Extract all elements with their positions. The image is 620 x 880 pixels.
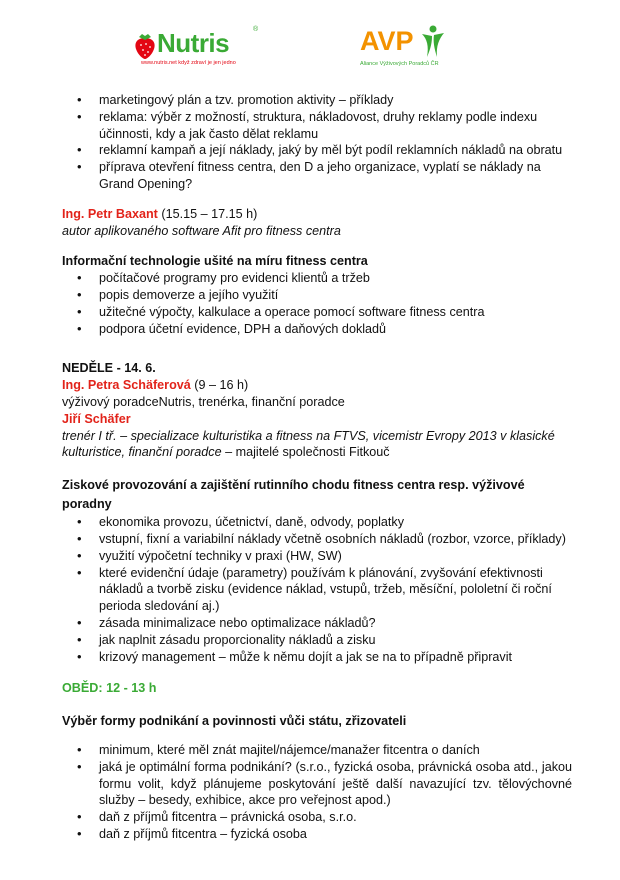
list-item: • krizový management – může k němu dojít a jak se na to případně připravit	[99, 649, 572, 666]
speaker-line	[62, 206, 572, 223]
lunch-break: OBĚD: 12 - 13 h	[62, 681, 157, 696]
list-item: • užitečné výpočty, kalkulace a operace pomocí software fitness centra	[99, 304, 572, 321]
speaker-name: Jiří Schäfer	[62, 411, 131, 426]
speaker-description: autor aplikovaného software Afit pro fitness centra	[62, 223, 341, 238]
main-content	[62, 92, 572, 843]
speaker-time: (9 – 16 h)	[190, 378, 249, 393]
speaker-bio: trenér I tř. – specializace kulturistika a fitness na FTVS, vicemistr Evropy 2013 v klasické kulturistice, finanční poradce	[62, 428, 555, 460]
it-list	[62, 270, 572, 337]
list-item: • jak naplnit zásadu proporcionality nákladů a zisku	[99, 632, 572, 649]
avp-logo	[360, 24, 490, 74]
list-item: • jaká je optimální forma podnikání? (s.r.o., fyzická osoba, právnická osoba atd., jakou formu volit, když plánujeme poskytování ještě další navazující tzv. tělovýchovné služby – besedy, exhibice, akce pro veřejnost apod.)	[99, 759, 572, 809]
section-title: Výběr formy podnikání a povinnosti vůči státu, zřizovateli	[62, 714, 407, 729]
speaker-name: Ing. Petr Baxant	[62, 206, 158, 221]
nutris-wordmark: Nutris	[157, 28, 230, 58]
list-item: • daň z příjmů fitcentra – fyzická osoba	[99, 826, 572, 843]
section-title: Ziskové provozování a zajištění rutinního chodu fitness centra resp. výživové poradny	[62, 478, 525, 512]
speaker-description: výživový poradceNutris, trenérka, finanční poradce	[62, 394, 345, 409]
avp-subtitle: Aliance Výživových Poradců ČR	[360, 61, 439, 67]
list-item: • marketingový plán a tzv. promotion aktivity – příklady	[99, 92, 572, 109]
speaker-company: – majitelé společnosti Fitkouč	[221, 445, 390, 460]
speaker-name: Ing. Petra Schäferová	[62, 378, 191, 393]
marketing-list	[62, 92, 572, 193]
economics-list	[62, 514, 572, 665]
day-heading: NEDĚLE - 14. 6.	[62, 361, 156, 376]
list-item: • podpora účetní evidence, DPH a daňových dokladů	[99, 321, 572, 338]
speaker-time: (15.15 – 17.15 h)	[157, 206, 258, 221]
list-item: • příprava otevření fitness centra, den D a jeho organizace, vyplatí se náklady na Grand Opening?	[99, 159, 572, 193]
list-item: • daň z příjmů fitcentra – právnická osoba, s.r.o.	[99, 809, 572, 826]
list-item: • které evidenční údaje (parametry) používám k plánování, zvyšování efektivnosti nákladů a tvorbě zisku (evidence náklad, vstupů, tržeb, měsíční, pololetní či roční perioda sledování aj.)	[99, 565, 572, 615]
list-item: • počítačové programy pro evidenci klientů a tržeb	[99, 270, 572, 287]
strawberry-icon	[133, 32, 157, 60]
list-item: • využití výpočetní techniky v praxi (HW, SW)	[99, 548, 572, 565]
nutris-tagline: www.nutris.net když zdraví je jen jedno	[141, 60, 236, 66]
registered-mark: ®	[253, 26, 259, 33]
nutris-logo	[133, 24, 273, 74]
avp-wordmark: AVP	[360, 26, 414, 56]
tax-list	[62, 742, 572, 843]
speaker-description	[62, 428, 572, 462]
list-item: • vstupní, fixní a variabilní náklady včetně osobních nákladů (rozbor, vzorce, příklady)	[99, 531, 572, 548]
list-item: • minimum, které měl znát majitel/nájemce/manažer fitcentra o daních	[99, 742, 572, 759]
list-item: • ekonomika provozu, účetnictví, daně, odvody, poplatky	[99, 514, 572, 531]
person-figure-icon	[418, 24, 446, 58]
list-item: • reklamní kampaň a její náklady, jaký by měl být podíl reklamních nákladů na obratu	[99, 142, 572, 159]
list-item: • reklama: výběr z možností, struktura, nákladovost, druhy reklamy podle indexu účinnosti, kdy a jak často dělat reklamu	[99, 109, 572, 143]
speaker-line	[62, 377, 572, 394]
section-title: Informační technologie ušité na míru fitness centra	[62, 254, 368, 269]
list-item: • popis demoverze a jejího využití	[99, 287, 572, 304]
list-item: • zásada minimalizace nebo optimalizace nákladů?	[99, 615, 572, 632]
